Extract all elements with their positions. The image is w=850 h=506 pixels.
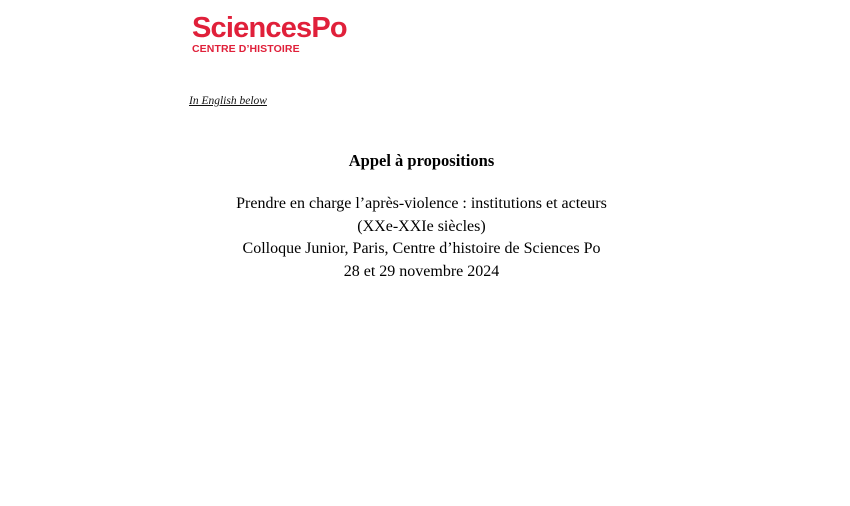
subtitle-line-event: Colloque Junior, Paris, Centre d’histoire de Sciences Po [242, 240, 601, 257]
sciences-po-logo [192, 12, 362, 56]
subtitle-line-dates: 28 et 29 novembre 2024 [343, 262, 500, 280]
logo-wordmark: SciencesPo [192, 12, 347, 44]
subtitle-line-topic: Prendre en charge l’après-violence : institutions et acteurs [236, 195, 607, 212]
subtitle-line-period: (XXe-XXIe siècles) [357, 217, 486, 235]
document-heading: Appel à propositions [348, 151, 495, 170]
document-subtitle-block [0, 193, 843, 283]
logo-subtitle: CENTRE D’HISTOIRE [192, 43, 300, 55]
english-version-link[interactable]: In English below [189, 95, 267, 107]
